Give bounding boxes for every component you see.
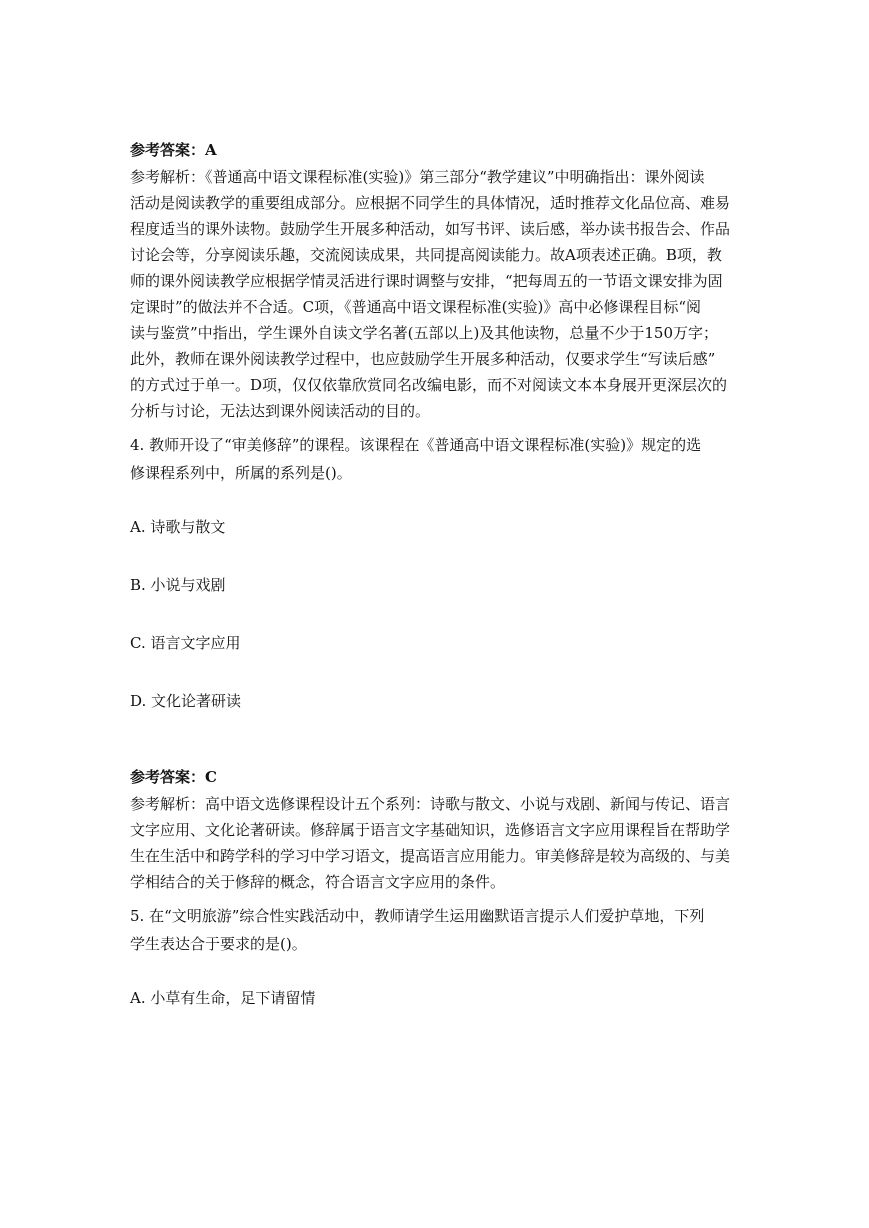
option-a: A. 诗歌与散文 [130,518,226,536]
analysis-line: 读与鉴赏”中指出，学生课外自读文学名著(五部以上)及其他读物，总量不少于150万字； [130,324,719,342]
question-text-line: 学生表达合于要求的是()。 [130,935,307,953]
document-page [130,140,742,1008]
analysis-line: 参考解析：高中语文选修课程设计五个系列：诗歌与散文、小说与戏剧、新闻与传记、语言 [130,795,731,813]
analysis-line: 分析与讨论，无法达到课外阅读活动的目的。 [130,402,431,420]
question-text-line: 修课程系列中，所属的系列是()。 [130,464,352,482]
analysis-line: 此外，教师在课外阅读教学过程中，也应鼓励学生开展多种活动，仅要求学生“写读后感” [130,350,716,368]
answer-label: 参考答案：C [130,768,217,786]
question-5 [130,902,742,958]
question-text-line: 4. 教师开设了“审美修辞”的课程。该课程在《普通高中语文课程标准(实验)》规定的选 [130,436,702,454]
analysis-line: 活动是阅读教学的重要组成部分。应根据不同学生的具体情况，适时推荐文化品位高、难易 [130,194,731,212]
analysis-line: 参考解析：《普通高中语文课程标准(实验)》第三部分“教学建议”中明确指出：课外阅读 [130,168,705,186]
analysis-line: 师的课外阅读教学应根据学情灵活进行课时调整与安排，“把每周五的一节语文课安排为固 [130,272,723,290]
analysis-line: 讨论会等，分享阅读乐趣，交流阅读成果，共同提高阅读能力。故A项表述正确。B项，教 [130,246,722,264]
analysis-line: 生在生活中和跨学科的学习中学习语文，提高语言应用能力。审美修辞是较为高级的、与美 [130,847,731,865]
option-c: C. 语言文字应用 [130,634,241,652]
analysis-line: 文字应用、文化论著研读。修辞属于语言文字基础知识，选修语言文字应用课程旨在帮助学 [130,821,731,839]
analysis-line: 程度适当的课外读物。鼓励学生开展多种活动，如写书评、读后感，举办读书报告会、作品 [130,220,731,238]
option-b: B. 小说与戏剧 [130,576,226,594]
question-text-line: 5. 在“文明旅游”综合性实践活动中，教师请学生运用幽默语言提示人们爱护草地，下列 [130,907,705,925]
answer-analysis [130,164,742,424]
option-a: A. 小草有生命，足下请留情 [130,989,316,1007]
answer-label: 参考答案：A [130,141,217,159]
analysis-line: 定课时”的做法并不合适。C项，《普通高中语文课程标准(实验)》高中必修课程目标“阅 [130,298,702,316]
analysis-line: 的方式过于单一。D项，仅仅依靠欣赏同名改编电影，而不对阅读文本本身展开更深层次的 [130,376,728,394]
analysis-line: 学相结合的关于修辞的概念，符合语言文字应用的条件。 [130,873,506,891]
question-4 [130,431,742,487]
option-d: D. 文化论著研读 [130,692,242,710]
answer-analysis [130,791,742,895]
